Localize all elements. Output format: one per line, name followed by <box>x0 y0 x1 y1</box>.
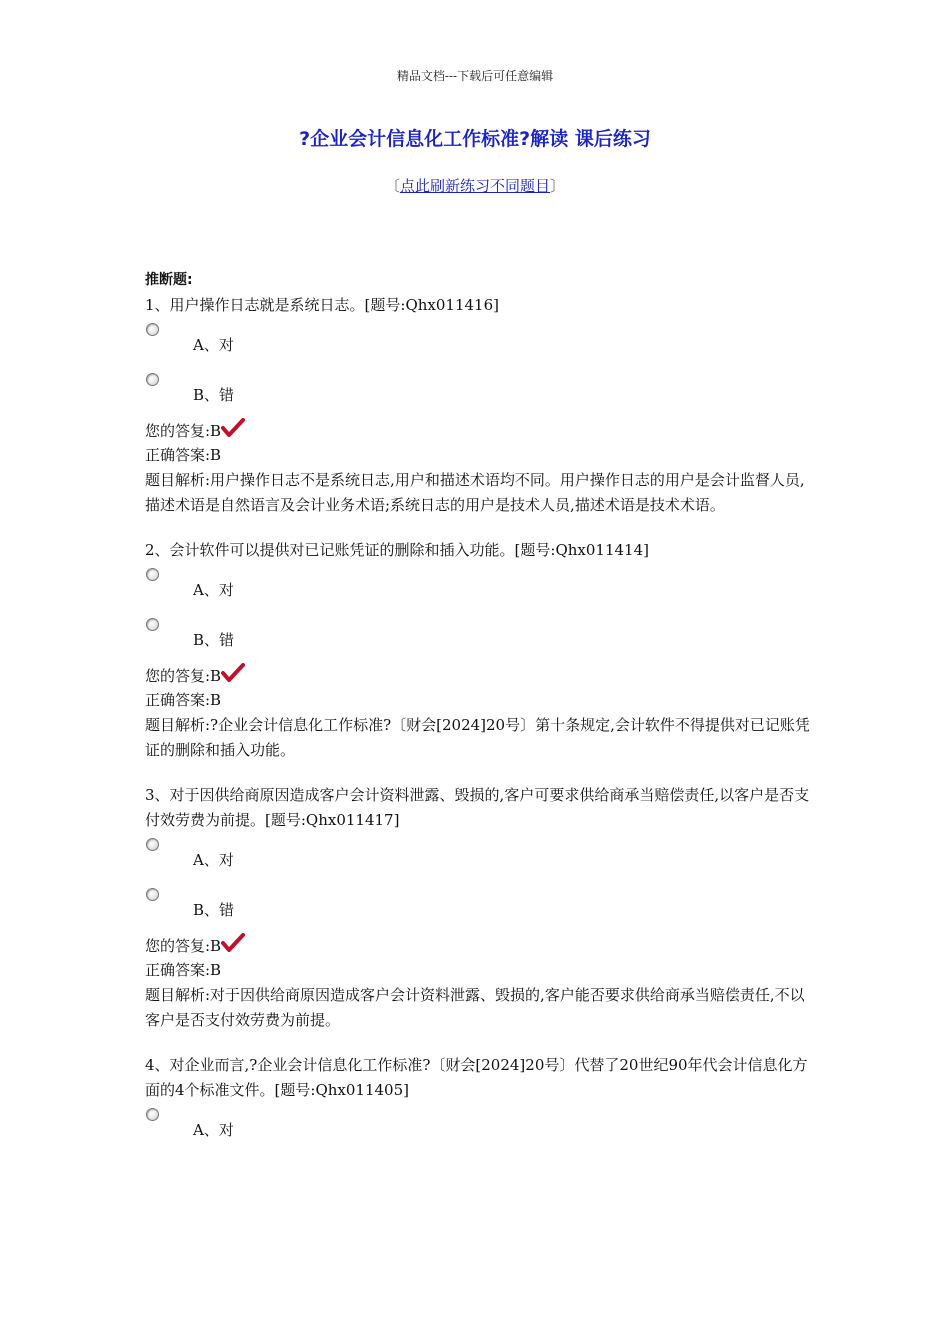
option-a[interactable] <box>145 833 810 883</box>
question-4 <box>145 1053 810 1153</box>
radio-button-icon[interactable] <box>146 323 159 336</box>
radio-button-icon[interactable] <box>146 1108 159 1121</box>
refresh-bracket-open: 〔 <box>384 177 400 195</box>
question-2 <box>145 538 810 763</box>
answer-analysis: 题目解析:?企业会计信息化工作标准?〔财会[2024]20号〕第十条规定,会计软件不得提供对已记账凭证的删除和插入功能。 <box>145 716 810 759</box>
radio-button-icon[interactable] <box>146 568 159 581</box>
option-b[interactable] <box>145 368 810 418</box>
correct-answer: 正确答案:B <box>145 691 222 709</box>
option-label: A、对 <box>193 581 234 599</box>
option-label: B、错 <box>193 901 235 919</box>
option-label: A、对 <box>193 1121 234 1139</box>
option-label: B、错 <box>193 631 235 649</box>
answer-analysis: 题目解析:用户操作日志不是系统日志,用户和描述术语均不同。用户操作日志的用户是会计监督人员,描述术语是自然语言及会计业务术语;系统日志的用户是技术人员,描述术语是技术术语。 <box>145 471 805 514</box>
question-text: 1、用户操作日志就是系统日志。[题号:Qhx011416] <box>145 296 499 314</box>
question-text: 3、对于因供给商原因造成客户会计资料泄露、毁损的,客户可要求供给商承当赔偿责任,以客户是否支付效劳费为前提。[题号:Qhx011417] <box>145 786 810 829</box>
check-mark-icon <box>221 418 245 438</box>
your-answer: 您的答复:B <box>145 937 222 955</box>
question-text: 2、会计软件可以提供对已记账凭证的删除和插入功能。[题号:Qhx011414] <box>145 541 649 559</box>
refresh-bracket-close: 〕 <box>550 177 566 195</box>
section-title: 推断题: <box>145 272 193 288</box>
option-a[interactable] <box>145 563 810 613</box>
question-text: 4、对企业而言,?企业会计信息化工作标准?〔财会[2024]20号〕代替了20世纪90年代会计信息化方面的4个标准文件。[题号:Qhx011405] <box>145 1056 808 1099</box>
your-answer-row <box>145 663 810 688</box>
correct-answer: 正确答案:B <box>145 961 222 979</box>
question-3 <box>145 783 810 1033</box>
radio-button-icon[interactable] <box>146 373 159 386</box>
page-title: ?企业会计信息化工作标准?解读 课后练习 <box>299 128 651 150</box>
check-mark-icon <box>221 933 245 953</box>
option-b[interactable] <box>145 883 810 933</box>
radio-button-icon[interactable] <box>146 838 159 851</box>
option-label: A、对 <box>193 336 234 354</box>
option-a[interactable] <box>145 318 810 368</box>
refresh-link[interactable]: 点此刷新练习不同题目 <box>399 177 550 195</box>
answer-analysis: 题目解析:对于因供给商原因造成客户会计资料泄露、毁损的,客户能否要求供给商承当赔偿责任,不以客户是否支付效劳费为前提。 <box>145 986 805 1029</box>
radio-button-icon[interactable] <box>146 618 159 631</box>
exercise-content <box>145 268 810 1173</box>
radio-button-icon[interactable] <box>146 888 159 901</box>
your-answer-row <box>145 418 810 443</box>
check-mark-icon <box>221 663 245 683</box>
option-label: B、错 <box>193 386 235 404</box>
question-1 <box>145 293 810 518</box>
option-b[interactable] <box>145 613 810 663</box>
correct-answer: 正确答案:B <box>145 446 222 464</box>
your-answer: 您的答复:B <box>145 422 222 440</box>
refresh-row <box>0 175 950 196</box>
watermark-header: 精品文档---下载后可任意编辑 <box>396 69 554 83</box>
option-a[interactable] <box>145 1103 810 1153</box>
your-answer-row <box>145 933 810 958</box>
your-answer: 您的答复:B <box>145 667 222 685</box>
option-label: A、对 <box>193 851 234 869</box>
